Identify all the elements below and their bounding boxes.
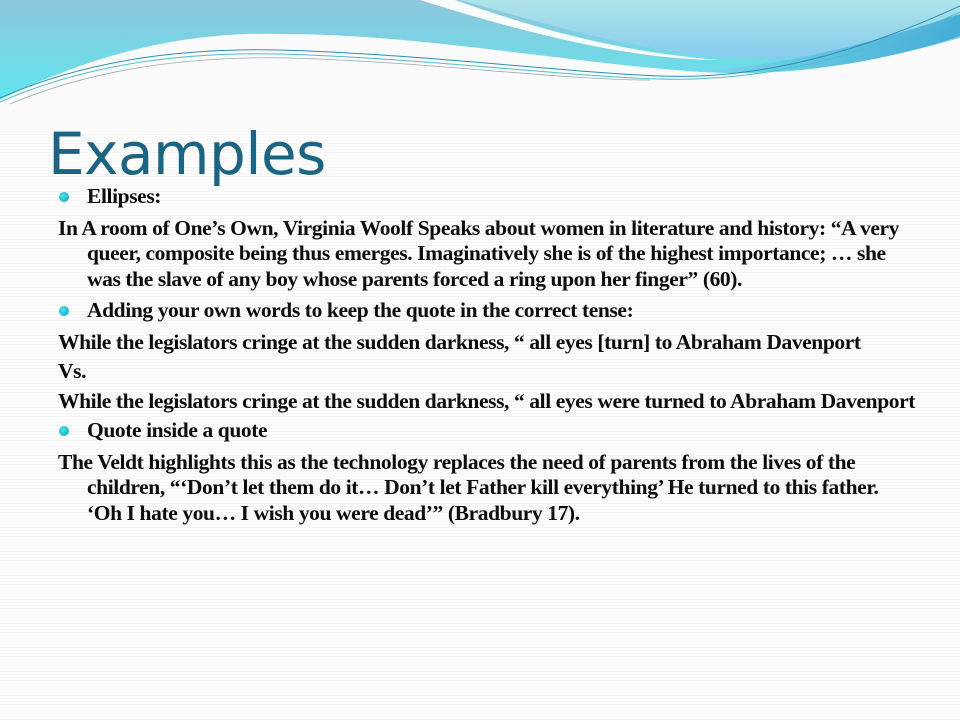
paragraph-legislators-original: While the legislators cringe at the sudden darkness, “ all eyes were turned to Abraham Davenport xyxy=(58,388,915,413)
bullet-quote-inside-quote xyxy=(58,418,918,444)
bullet-ellipses xyxy=(58,184,918,210)
slide-title: Examples xyxy=(48,120,326,188)
wave-decoration-icon xyxy=(0,0,960,130)
bullet-adding-words xyxy=(58,298,918,324)
paragraph-woolf-example: In A room of One’s Own, Virginia Woolf Speaks about women in literature and history: “A very queer, composite being thus emerges. Imaginatively she is of the highest importance; … she was the slave of any boy whose parents forced a ring upon her finger” (60). xyxy=(58,215,899,291)
slide-body xyxy=(58,184,918,532)
header-wave-banner xyxy=(0,0,960,130)
bullet-text: Adding your own words to keep the quote in the correct tense: xyxy=(87,298,634,322)
bullet-text: Quote inside a quote xyxy=(87,418,268,442)
bullet-dot-icon xyxy=(59,426,69,436)
paragraph-veldt-example: The Veldt highlights this as the technology replaces the need of parents from the lives of the children, “‘Don’t let them do it… Don’t let Father kill everything’ He turned to this father. ‘Oh I hate you… I wish you were dead’” (Bradbury 17). xyxy=(58,449,879,525)
paragraph-legislators-bracket: While the legislators cringe at the sudden darkness, “ all eyes [turn] to Abraham Davenport xyxy=(58,329,861,354)
bullet-dot-icon xyxy=(59,192,69,202)
bullet-text: Ellipses: xyxy=(87,184,162,208)
paragraph-vs: Vs. xyxy=(58,359,87,383)
bullet-dot-icon xyxy=(59,306,69,316)
